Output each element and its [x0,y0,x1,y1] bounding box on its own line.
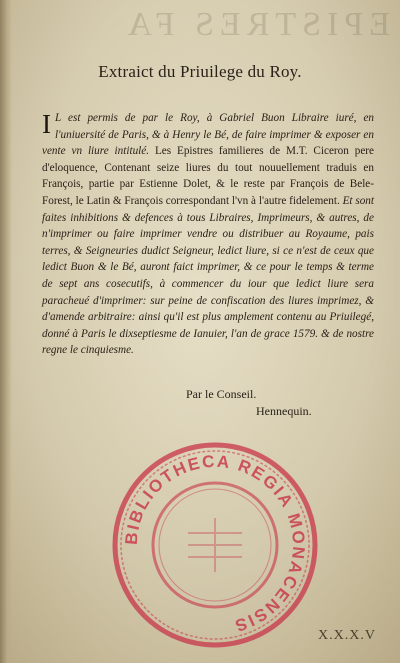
bleed-through-text: EPISTRES FA [121,6,390,43]
page-title: Extraict du Priuilege du Roy. [98,62,302,81]
privilege-text-part2: Les Epistres familieres de M.T. Ciceron pere d'eloquence, Contenant seize liures du tout nouuellement traduis en François, partie par Estienne Dolet, & le reste par François de Bele-Forest, le Latin & François correspondant l'vn à l'autre fidelement. [42,145,374,207]
signature-line-2: Hennequin. [256,404,312,418]
stamp-text: BIBLIOTHECA REGIA MONACENSIS [121,451,309,636]
signature-block [186,386,312,420]
privilege-text [42,110,374,359]
privilege-text-part1: L est permis de par le Roy, à Gabriel Buon Libraire iuré, en l'uniuersité de Paris, & à Henry le Bé, de faire imprimer & exposer en vente vn liure intitulé. [42,112,374,158]
drop-cap: I [42,109,51,139]
privilege-text-part3: Et sont faites inhibitions & defences à tous Libraires, Imprimeurs, & autres, de n'imprimer ou faire imprimer vendre ou distribuer au Royaume, pais terres, & Seigneuries dudict Seigneur, ledict liure, si ce n'est de ceux que ledict Buon & le Bé, auront faict imprimer, & ce pour le temps & terme de sept ans cosecutifs, à commencer du iour que ledict liure sera paracheué d'imprimer: sur peine de confiscation des liures imprimez, & d'amende arbitraire: ainsi qu'il est plus amplement contenu au Priuilegé, donné à Paris le dixseptiesme de Ianuier, l'an de grace 1579. & de nostre regne le cinquiesme. [42,194,374,357]
folio-number: X.X.X.V [318,628,376,643]
signature-line-1: Par le Conseil. [186,387,257,401]
library-stamp [108,438,322,652]
binding-gutter [0,0,12,663]
